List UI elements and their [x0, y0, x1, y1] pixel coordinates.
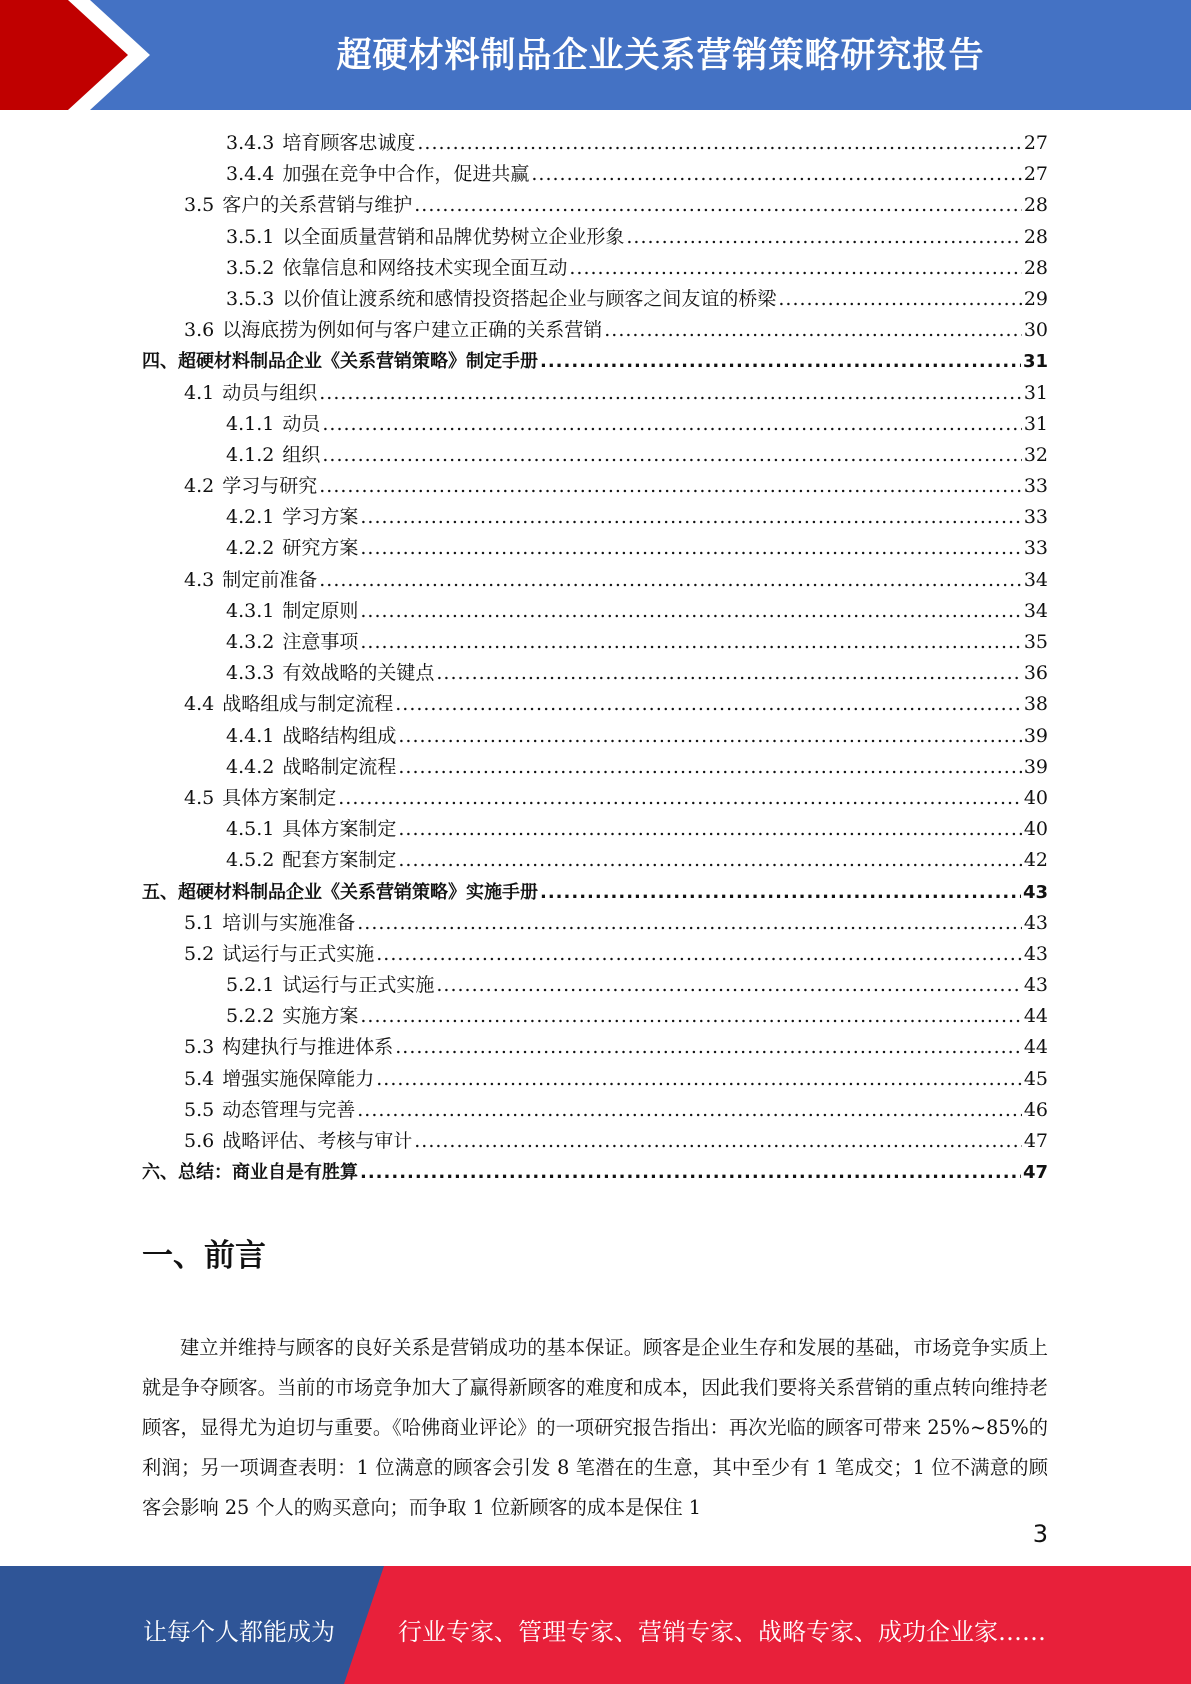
toc-entry-number: 4.3.3	[226, 662, 275, 685]
table-of-contents	[142, 128, 1048, 1188]
toc-entry-text: 实施方案	[282, 1005, 359, 1028]
toc-entry-text: 学习方案	[282, 506, 359, 529]
toc-entry[interactable]	[142, 1157, 1048, 1188]
toc-entry-number: 5.6	[184, 1130, 215, 1152]
footer-slogan-left: 让每个人都能成为	[143, 1618, 335, 1646]
toc-entry-label	[226, 596, 358, 627]
toc-entry-label	[184, 1032, 393, 1063]
toc-entry-page: 33	[1023, 537, 1048, 560]
toc-entry-label	[226, 627, 358, 658]
toc-entry-page: 47	[1023, 1130, 1048, 1152]
toc-entry-page: 47	[1022, 1162, 1048, 1184]
toc-entry-text: 客户的关系营销与维护	[222, 194, 413, 217]
toc-entry-number: 4.3.1	[226, 599, 275, 622]
toc-entry-label	[142, 877, 538, 908]
toc-leader-dots	[360, 1157, 1021, 1188]
toc-leader-dots	[540, 877, 1021, 908]
toc-leader-dots	[319, 378, 1022, 409]
toc-leader-dots	[376, 1064, 1022, 1095]
toc-entry-label	[184, 1126, 412, 1157]
toc-entry-page: 39	[1023, 755, 1048, 778]
toc-entry-text: 配套方案制定	[282, 849, 397, 872]
toc-leader-dots	[626, 222, 1021, 253]
toc-entry-text: 以价值让渡系统和感情投资搭起企业与顾客之间友谊的桥梁	[282, 287, 777, 310]
toc-entry-page: 28	[1023, 194, 1048, 217]
toc-entry-text: 战略评估、考核与审计	[222, 1130, 413, 1152]
toc-entry-label	[142, 1157, 358, 1188]
toc-leader-dots	[778, 284, 1021, 315]
toc-leader-dots	[360, 627, 1021, 658]
toc-entry-label	[184, 190, 412, 221]
toc-leader-dots	[360, 502, 1021, 533]
toc-entry[interactable]	[142, 627, 1048, 658]
toc-entry[interactable]	[142, 1095, 1048, 1126]
toc-entry-page: 38	[1023, 693, 1048, 716]
toc-leader-dots	[398, 752, 1021, 783]
toc-entry-label	[226, 970, 434, 1001]
toc-entry[interactable]	[142, 190, 1048, 221]
toc-entry-label	[142, 346, 538, 377]
toc-leader-dots	[398, 814, 1021, 845]
toc-entry-text: 战略结构组成	[282, 724, 397, 747]
page-number: 3	[1032, 1520, 1048, 1548]
toc-leader-dots	[417, 128, 1021, 159]
toc-entry-text: 构建执行与推进体系	[222, 1036, 394, 1059]
toc-entry-number: 4.5.2	[226, 849, 275, 872]
toc-entry-page: 34	[1023, 568, 1048, 591]
toc-entry[interactable]	[142, 596, 1048, 627]
toc-entry-label	[226, 284, 776, 315]
toc-entry-number: 5.1	[184, 911, 215, 934]
toc-entry[interactable]	[142, 845, 1048, 876]
toc-entry-page: 46	[1023, 1098, 1048, 1121]
toc-entry[interactable]	[142, 471, 1048, 502]
toc-entry[interactable]	[142, 658, 1048, 689]
toc-entry[interactable]	[142, 689, 1048, 720]
page-footer	[0, 1566, 1191, 1684]
toc-entry[interactable]	[142, 409, 1048, 440]
toc-entry-page: 44	[1023, 1005, 1048, 1028]
toc-entry-text: 动态管理与完善	[222, 1098, 356, 1121]
toc-entry-number: 3.5.2	[226, 256, 275, 279]
toc-entry[interactable]	[142, 1001, 1048, 1032]
toc-entry-label	[184, 565, 317, 596]
toc-entry-number: 5.2.2	[226, 1005, 275, 1028]
toc-entry-page: 34	[1023, 599, 1048, 622]
toc-entry-number: 4.1	[184, 381, 215, 404]
toc-entry-page: 40	[1023, 786, 1048, 809]
toc-leader-dots	[395, 689, 1022, 720]
toc-entry-label	[184, 378, 317, 409]
toc-entry-text: 注意事项	[282, 631, 359, 653]
toc-entry-number: 5.5	[184, 1098, 215, 1121]
toc-entry-label	[226, 253, 567, 284]
toc-entry[interactable]	[142, 939, 1048, 970]
toc-entry-number: 3.4.3	[226, 132, 275, 154]
toc-entry-text: 培育顾客忠诚度	[282, 132, 416, 154]
toc-entry[interactable]	[142, 908, 1048, 939]
toc-entry-number: 4.2	[184, 475, 215, 498]
toc-entry-page: 40	[1023, 818, 1048, 841]
toc-entry-label	[226, 440, 320, 471]
toc-entry-text: 以海底捞为例如何与客户建立正确的关系营销	[222, 319, 603, 342]
toc-entry-label	[226, 721, 396, 752]
toc-entry-page: 28	[1023, 256, 1048, 279]
toc-entry-text: 战略组成与制定流程	[222, 693, 394, 716]
toc-entry-text: 有效战略的关键点	[282, 662, 435, 685]
toc-entry-page: 43	[1022, 881, 1048, 903]
toc-entry-text: 培训与实施准备	[222, 911, 356, 934]
toc-entry-number: 3.5	[184, 194, 215, 217]
toc-leader-dots	[357, 908, 1022, 939]
toc-entry-text: 学习与研究	[222, 475, 318, 498]
toc-entry-page: 36	[1023, 662, 1048, 685]
toc-entry-label	[226, 658, 434, 689]
toc-leader-dots	[360, 596, 1021, 627]
toc-leader-dots	[357, 1095, 1022, 1126]
toc-entry-label	[184, 939, 374, 970]
toc-entry-page: 35	[1023, 631, 1048, 653]
toc-entry[interactable]	[142, 253, 1048, 284]
toc-entry-page: 31	[1022, 351, 1048, 373]
toc-entry-number: 4.4.2	[226, 755, 275, 778]
toc-entry[interactable]	[142, 565, 1048, 596]
toc-entry-number: 3.5.3	[226, 287, 275, 310]
toc-entry-number: 4.4.1	[226, 724, 275, 747]
toc-entry-number: 5.4	[184, 1067, 215, 1090]
toc-entry[interactable]	[142, 814, 1048, 845]
toc-entry-number: 3.4.4	[226, 163, 275, 186]
toc-entry[interactable]	[142, 284, 1048, 315]
toc-entry-label	[226, 752, 396, 783]
toc-entry[interactable]	[142, 222, 1048, 253]
toc-entry-page: 43	[1023, 974, 1048, 997]
toc-entry-text: 依靠信息和网络技术实现全面互动	[282, 256, 568, 279]
toc-entry-label	[184, 689, 393, 720]
toc-entry[interactable]	[142, 783, 1048, 814]
toc-entry-label	[226, 814, 396, 845]
toc-entry-text: 组织	[282, 443, 321, 466]
toc-entry-text: 六、总结：商业自是有胜算	[142, 1162, 358, 1184]
toc-entry-page: 31	[1023, 381, 1048, 404]
toc-entry-label	[184, 315, 602, 346]
toc-entry-page: 27	[1023, 132, 1048, 154]
toc-entry-number: 5.2	[184, 942, 215, 965]
toc-entry-page: 29	[1023, 287, 1048, 310]
toc-entry-number: 4.3	[184, 568, 215, 591]
toc-entry[interactable]	[142, 159, 1048, 190]
toc-leader-dots	[414, 190, 1022, 221]
toc-entry-label	[226, 502, 358, 533]
toc-leader-dots	[338, 783, 1022, 814]
toc-entry-page: 28	[1023, 225, 1048, 248]
section-paragraph: 建立并维持与顾客的良好关系是营销成功的基本保证。顾客是企业生存和发展的基础，市场竞争实质上就是争夺顾客。当前的市场竞争加大了赢得新顾客的难度和成本，因此我们要将关系营销的重点转向维持老顾客，显得尤为迫切与重要。《哈佛商业评论》的一项研究报告指出：再次光临的顾客可带来 25%~85%的利润；另一项调查表明：1 位满意的顾客会引发 8 笔潜在的生意，其中至少有 1 笔成交；1 位不满意的顾客会影响 25 个人的购买意向；而争取 1 位新顾客的成本是保住 1	[142, 1336, 1048, 1519]
toc-entry[interactable]	[142, 877, 1048, 908]
toc-leader-dots	[398, 721, 1021, 752]
toc-leader-dots	[395, 1032, 1022, 1063]
toc-entry[interactable]	[142, 378, 1048, 409]
toc-leader-dots	[376, 939, 1022, 970]
toc-entry-number: 4.2.1	[226, 506, 275, 529]
toc-leader-dots	[319, 565, 1022, 596]
toc-entry-page: 44	[1023, 1036, 1048, 1059]
toc-leader-dots	[398, 845, 1021, 876]
toc-entry-text: 以全面质量营销和品牌优势树立企业形象	[282, 225, 625, 248]
toc-entry-text: 试运行与正式实施	[282, 974, 435, 997]
footer-slogan-right: 行业专家、管理专家、营销专家、战略专家、成功企业家……	[398, 1618, 1046, 1646]
toc-entry-number: 4.2.2	[226, 537, 275, 560]
toc-entry[interactable]	[142, 440, 1048, 471]
toc-entry[interactable]	[142, 1126, 1048, 1157]
toc-entry-text: 制定前准备	[222, 568, 318, 591]
toc-entry[interactable]	[142, 1032, 1048, 1063]
toc-leader-dots	[322, 409, 1021, 440]
toc-entry-label	[184, 908, 355, 939]
toc-entry-text: 战略制定流程	[282, 755, 397, 778]
toc-entry-text: 研究方案	[282, 537, 359, 560]
toc-entry[interactable]	[142, 533, 1048, 564]
toc-entry-page: 33	[1023, 475, 1048, 498]
toc-entry-label	[184, 471, 317, 502]
toc-entry-number: 4.4	[184, 693, 215, 716]
toc-entry-text: 动员与组织	[222, 381, 318, 404]
toc-entry-text: 具体方案制定	[282, 818, 397, 841]
toc-entry-text: 制定原则	[282, 599, 359, 622]
toc-entry-label	[226, 159, 529, 190]
toc-entry[interactable]	[142, 502, 1048, 533]
toc-entry-label	[226, 533, 358, 564]
toc-entry-page: 39	[1023, 724, 1048, 747]
toc-entry-label	[184, 1095, 355, 1126]
toc-leader-dots	[436, 658, 1021, 689]
toc-entry-page: 32	[1023, 443, 1048, 466]
toc-leader-dots	[414, 1126, 1022, 1157]
toc-entry[interactable]	[142, 752, 1048, 783]
toc-entry-text: 动员	[282, 412, 321, 435]
toc-entry[interactable]	[142, 346, 1048, 377]
header-title: 超硬材料制品企业关系营销策略研究报告	[336, 36, 985, 76]
toc-entry-number: 4.1.2	[226, 443, 275, 466]
toc-entry-text: 具体方案制定	[222, 786, 337, 809]
toc-leader-dots	[436, 970, 1021, 1001]
toc-leader-dots	[604, 315, 1022, 346]
toc-leader-dots	[531, 159, 1021, 190]
toc-entry-label	[226, 1001, 358, 1032]
toc-entry-number: 3.5.1	[226, 225, 275, 248]
toc-entry-page: 27	[1023, 163, 1048, 186]
toc-entry-number: 5.3	[184, 1036, 215, 1059]
toc-entry-number: 4.5.1	[226, 818, 275, 841]
toc-entry-number: 5.2.1	[226, 974, 275, 997]
toc-entry-number: 3.6	[184, 319, 215, 342]
toc-entry-number: 4.3.2	[226, 631, 275, 653]
toc-entry-label	[226, 409, 320, 440]
toc-entry[interactable]	[142, 970, 1048, 1001]
toc-leader-dots	[360, 533, 1021, 564]
toc-entry-label	[184, 1064, 374, 1095]
toc-entry-label	[226, 845, 396, 876]
toc-entry[interactable]	[142, 315, 1048, 346]
toc-entry-page: 31	[1023, 412, 1048, 435]
toc-leader-dots	[569, 253, 1021, 284]
toc-entry-page: 43	[1023, 942, 1048, 965]
toc-entry-text: 五、超硬材料制品企业《关系营销策略》实施手册	[142, 881, 538, 903]
section-title: 一、前言	[142, 1238, 266, 1274]
toc-entry-page: 30	[1023, 319, 1048, 342]
toc-entry-number: 4.1.1	[226, 412, 275, 435]
toc-entry[interactable]	[142, 128, 1048, 159]
toc-leader-dots	[540, 346, 1021, 377]
toc-leader-dots	[319, 471, 1022, 502]
toc-leader-dots	[360, 1001, 1021, 1032]
toc-entry-text: 加强在竞争中合作，促进共赢	[282, 163, 530, 186]
toc-entry-page: 42	[1023, 849, 1048, 872]
toc-entry-text: 增强实施保障能力	[222, 1067, 375, 1090]
toc-entry-number: 4.5	[184, 786, 215, 809]
toc-entry[interactable]	[142, 1064, 1048, 1095]
toc-entry-page: 43	[1023, 911, 1048, 934]
toc-leader-dots	[322, 440, 1021, 471]
toc-entry-label	[226, 222, 624, 253]
toc-entry-page: 33	[1023, 506, 1048, 529]
toc-entry[interactable]	[142, 721, 1048, 752]
toc-entry-text: 试运行与正式实施	[222, 942, 375, 965]
toc-entry-label	[184, 783, 336, 814]
page-header	[0, 0, 1191, 110]
toc-entry-text: 四、超硬材料制品企业《关系营销策略》制定手册	[142, 351, 538, 373]
toc-entry-page: 45	[1023, 1067, 1048, 1090]
toc-entry-label	[226, 128, 415, 159]
